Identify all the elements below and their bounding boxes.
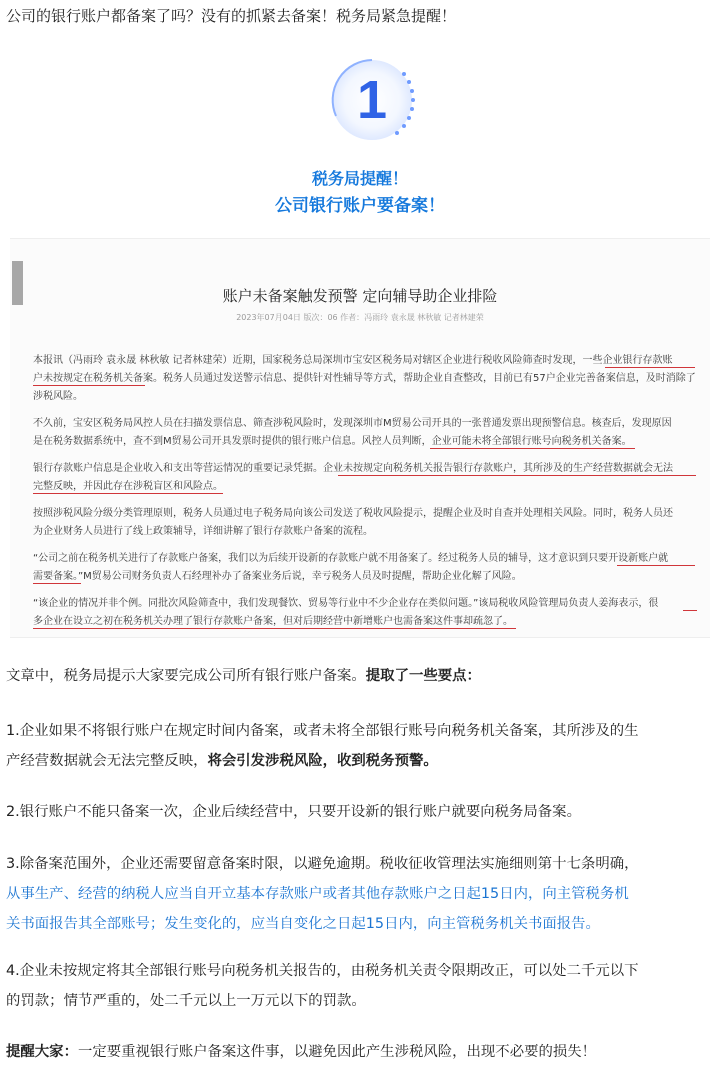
intro-text: 文章中，税务局提示大家要完成公司所有银行账户备案。 [6, 668, 366, 684]
point-4-paragraph [6, 956, 714, 1016]
red-underline [33, 583, 81, 584]
clipping-line: 户未按规定在税务机关备案。税务人员通过发送警示信息、提供针对性辅导等方式，帮助企业自查整改，目前已有57户企业完善备案信息，及时消除了 [33, 373, 696, 384]
clipping-headline: 账户未备案触发预警 定向辅导助企业排险 [222, 287, 498, 305]
clipping-meta: 2023年07月04日 版次：06 作者：冯雨玲 袁永晟 林秋敏 记者林建荣 [236, 313, 484, 322]
point-1-paragraph [6, 716, 714, 776]
point-3-line-1: 3.除备案范围外，企业还需要留意备案时限，以避免逾期。税收征收管理法实施细则第十七条明确， [6, 856, 639, 872]
point-1-line-1: 1.企业如果不将银行账户在规定时间内备案，或者未将全部银行账号向税务机关备案，其所涉及的生 [6, 723, 639, 739]
alert-line-1: 税务局提醒！ [311, 169, 408, 188]
clipping-line: 涉税风险。 [33, 391, 83, 402]
clipping-line: “该企业的情况并非个例。同批次风险筛查中，我们发现餐饮、贸易等行业中不少企业存在类似问题。”该局税收风险管理局负责人姜海表示，很 [33, 598, 659, 609]
reminder-text: 一定要重视银行账户备案这件事，以避免因此产生涉税风险，出现不必要的损失！ [77, 1044, 597, 1060]
point-1-bold: 将会引发涉税风险，收到税务预警。 [207, 753, 438, 769]
clipping-line: “公司之前在税务机关进行了存款账户备案，我们以为后续开设新的存款账户就不用备案了。经过税务人员的辅导，这才意识到只要开设新账户就 [33, 553, 669, 564]
red-underline [33, 385, 145, 386]
clipping-line: 完整反映，并因此存在涉税盲区和风险点。 [33, 481, 223, 492]
point-4-line-1: 4.企业未按规定将其全部银行账号向税务机关报告的，由税务机关责令限期改正，可以处二千元以下 [6, 963, 639, 979]
reminder-paragraph [6, 1037, 714, 1067]
reminder-label: 提醒大家： [6, 1044, 78, 1060]
intro-bold: 提取了一些要点： [365, 668, 481, 684]
point-3-law-quote-line-1: 从事生产、经营的纳税人应当自开立基本存款账户或者其他存款账户之日起15日内，向主管税务机 [6, 886, 629, 902]
clipping-line: 为企业财务人员进行了线上政策辅导，详细讲解了银行存款账户备案的流程。 [33, 526, 373, 537]
point-1-line-2: 产经营数据就会无法完整反映， [6, 753, 208, 769]
alert-line-2: 公司银行账户要备案！ [275, 196, 445, 216]
point-3-law-quote-line-2: 关书面报告其全部账号；发生变化的，应当自变化之日起15日内，向主管税务机关书面报告。 [6, 916, 600, 932]
number-badge [326, 54, 418, 146]
red-underline [430, 448, 635, 449]
clipping-line: 银行存款账户信息是企业收入和支出等营运情况的重要记录凭据。企业未按规定向税务机关报告银行存款账户，其所涉及的生产经营数据就会无法 [33, 463, 673, 474]
clipping-line: 不久前，宝安区税务局风控人员在扫描发票信息、筛查涉税风险时，发现深圳市M贸易公司开具的一张普通发票出现预警信息。核查后，发现原因 [33, 418, 672, 429]
clipping-line: 多企业在设立之初在税务机关办理了银行存款账户备案，但对后期经营中新增账户也需备案这件事却疏忽了。 [33, 616, 513, 627]
clipping-line: 本报讯（冯雨玲 袁永晟 林秋敏 记者林建荣）近期，国家税务总局深圳市宝安区税务局对辖区企业进行税收风险筛查时发现，一些企业银行存款账 [33, 355, 673, 366]
clipping-line: 按照涉税风险分级分类管理原则，税务人员通过电子税务局向该公司发送了税收风险提示，提醒企业及时自查并处理相关风险。同时，税务人员还 [33, 508, 673, 519]
clipping-line: 是在税务数据系统中，查不到M贸易公司开具发票时提供的银行账户信息。风控人员判断，企业可能未将全部银行账号向税务机关备案。 [33, 436, 632, 447]
intro-paragraph [6, 661, 714, 691]
clipping-line: 需要备案。”M贸易公司财务负责人石经理补办了备案业务后说，幸亏税务人员及时提醒，帮助企业化解了风险。 [33, 571, 522, 582]
badge-number: 1 [356, 70, 388, 130]
red-underline [605, 367, 695, 368]
point-3-paragraph [6, 849, 714, 939]
red-underline [617, 565, 695, 566]
red-underline [338, 475, 696, 476]
news-clipping [10, 238, 710, 638]
article-title: 公司的银行账户都备案了吗？没有的抓紧去备案！税务局紧急提醒！ [6, 7, 457, 25]
red-underline [33, 628, 516, 629]
point-2-paragraph: 2.银行账户不能只备案一次，企业后续经营中，只要开设新的银行账户就要向税务局备案。 [6, 804, 581, 820]
red-underline [683, 610, 697, 611]
point-4-line-2: 的罚款；情节严重的，处二千元以上一万元以下的罚款。 [6, 993, 366, 1009]
red-underline [33, 493, 223, 494]
